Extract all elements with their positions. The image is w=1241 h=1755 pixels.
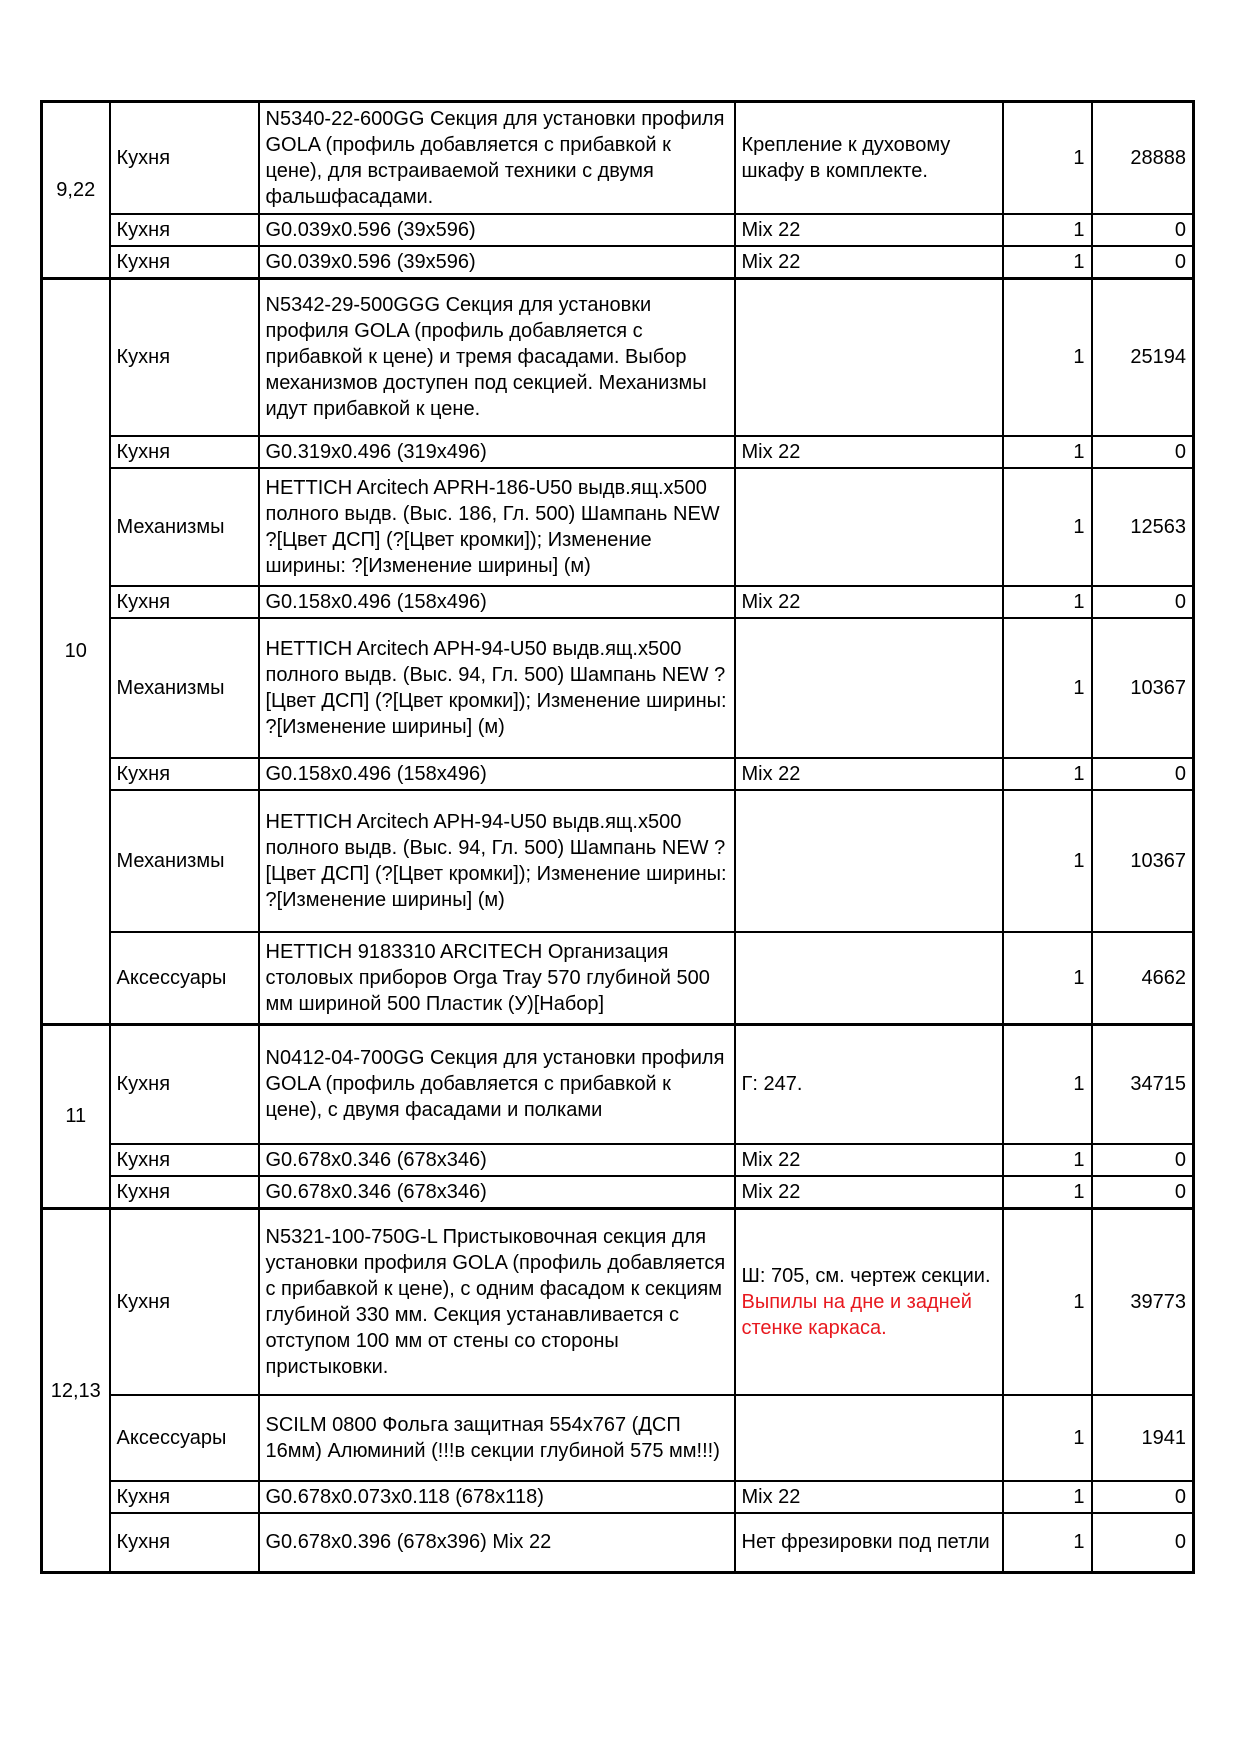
cell-price: 0 <box>1092 586 1194 618</box>
note-text: Mix 22 <box>741 1181 801 1203</box>
cell-price: 0 <box>1092 246 1194 279</box>
cell-qty: 1 <box>1003 278 1092 436</box>
cell-note <box>735 1144 1003 1176</box>
table-row <box>42 468 1194 586</box>
cell-description: G0.678x0.346 (678x346) <box>259 1176 735 1209</box>
cell-qty: 1 <box>1003 1481 1092 1513</box>
table-row <box>42 1209 1194 1395</box>
table-row <box>42 1024 1194 1144</box>
table-row <box>42 1176 1194 1209</box>
cell-category: Аксессуары <box>110 1395 259 1481</box>
cell-qty: 1 <box>1003 102 1092 214</box>
cell-description: G0.039x0.596 (39x596) <box>259 214 735 246</box>
cell-note <box>735 790 1003 932</box>
table-row <box>42 214 1194 246</box>
cell-description: HETTICH Arcitech APH-94-U50 выдв.ящ.х500 полного выдв. (Выс. 94, Гл. 500) Шампань NEW ?[Цвет ДСП] (?[Цвет кромки]); Изменение ширины: ?[Изменение ширины] (м) <box>259 790 735 932</box>
cell-description: N5321-100-750G-L Пристыковочная секция для установки профиля GOLA (профиль добавляется с прибавкой к цене), с одним фасадом к секциям глубиной 330 мм. Секция устанавливается с отступом 100 мм от стены со стороны пристыковки. <box>259 1209 735 1395</box>
cell-qty: 1 <box>1003 1024 1092 1144</box>
cell-qty: 1 <box>1003 1176 1092 1209</box>
table-row <box>42 436 1194 468</box>
cell-price: 12563 <box>1092 468 1194 586</box>
cell-section-number: 9,22 <box>42 102 110 279</box>
table-row <box>42 278 1194 436</box>
cell-price: 0 <box>1092 1513 1194 1573</box>
cell-category: Кухня <box>110 436 259 468</box>
cell-qty: 1 <box>1003 1395 1092 1481</box>
cell-category: Механизмы <box>110 790 259 932</box>
table-row <box>42 790 1194 932</box>
cell-qty: 1 <box>1003 436 1092 468</box>
cell-qty: 1 <box>1003 758 1092 790</box>
cell-price: 4662 <box>1092 932 1194 1024</box>
note-text: Mix 22 <box>741 250 801 273</box>
cell-note <box>735 1395 1003 1481</box>
note-text: Нет фрезировки под петли <box>741 1531 990 1554</box>
table-row <box>42 932 1194 1024</box>
note-text: Mix 22 <box>741 591 801 613</box>
cell-qty: 1 <box>1003 214 1092 246</box>
note-text: Mix 22 <box>741 218 801 241</box>
table-row <box>42 586 1194 618</box>
cell-price: 10367 <box>1092 618 1194 758</box>
cell-category: Механизмы <box>110 618 259 758</box>
cell-description: G0.678x0.073x0.118 (678x118) <box>259 1481 735 1513</box>
cell-price: 28888 <box>1092 102 1194 214</box>
cell-note <box>735 932 1003 1024</box>
cell-category: Кухня <box>110 278 259 436</box>
cell-qty: 1 <box>1003 1144 1092 1176</box>
cell-price: 0 <box>1092 214 1194 246</box>
cell-description: G0.039x0.596 (39x596) <box>259 246 735 279</box>
cell-category: Кухня <box>110 1176 259 1209</box>
cell-category: Кухня <box>110 102 259 214</box>
cell-qty: 1 <box>1003 618 1092 758</box>
cell-note <box>735 618 1003 758</box>
cell-category: Кухня <box>110 1481 259 1513</box>
cell-category: Кухня <box>110 586 259 618</box>
cell-qty: 1 <box>1003 932 1092 1024</box>
cell-description: N5342-29-500GGG Секция для установки профиля GOLA (профиль добавляется с прибавкой к цене) и тремя фасадами. Выбор механизмов доступен под секцией. Механизмы идут прибавкой к цене. <box>259 278 735 436</box>
cell-note <box>735 246 1003 279</box>
cell-description: G0.319x0.496 (319x496) <box>259 436 735 468</box>
cell-note <box>735 586 1003 618</box>
cell-note <box>735 1513 1003 1573</box>
cell-price: 0 <box>1092 436 1194 468</box>
cell-price: 0 <box>1092 758 1194 790</box>
note-text: Mix 22 <box>741 1485 801 1508</box>
cell-section-number: 10 <box>42 278 110 1024</box>
cell-section-number: 12,13 <box>42 1209 110 1573</box>
cell-price: 25194 <box>1092 278 1194 436</box>
note-text: Г: 247. <box>741 1073 803 1096</box>
cell-note <box>735 1209 1003 1395</box>
cell-description: N5340-22-600GG Секция для установки профиля GOLA (профиль добавляется с прибавкой к цене), для встраиваемой техники с двумя фальшфасадами. <box>259 102 735 214</box>
cell-description: G0.158x0.496 (158x496) <box>259 758 735 790</box>
cell-qty: 1 <box>1003 468 1092 586</box>
cell-description: HETTICH 9183310 ARCITECH Организация столовых приборов Orga Tray 570 глубиной 500 мм шириной 500 Пластик (У)[Набор] <box>259 932 735 1024</box>
cell-note <box>735 1481 1003 1513</box>
section-10 <box>42 278 1194 1024</box>
cell-note <box>735 278 1003 436</box>
cell-note <box>735 1176 1003 1209</box>
section-9-22 <box>42 102 1194 279</box>
cell-note <box>735 214 1003 246</box>
note-text: Mix 22 <box>741 763 801 785</box>
cell-price: 1941 <box>1092 1395 1194 1481</box>
cell-description: G0.678x0.346 (678x346) <box>259 1144 735 1176</box>
cell-description: G0.678x0.396 (678x396) Mix 22 <box>259 1513 735 1573</box>
cell-price: 10367 <box>1092 790 1194 932</box>
cell-qty: 1 <box>1003 790 1092 932</box>
note-text: Mix 22 <box>741 1149 801 1171</box>
cell-qty: 1 <box>1003 586 1092 618</box>
cell-category: Кухня <box>110 214 259 246</box>
cell-price: 0 <box>1092 1144 1194 1176</box>
cell-category: Аксессуары <box>110 932 259 1024</box>
cell-price: 34715 <box>1092 1024 1194 1144</box>
section-11 <box>42 1024 1194 1209</box>
cell-note <box>735 468 1003 586</box>
table-row <box>42 1144 1194 1176</box>
cell-description: G0.158x0.496 (158x496) <box>259 586 735 618</box>
note-text: Крепление к духовому шкафу в комплекте. <box>741 133 951 182</box>
cell-note <box>735 436 1003 468</box>
cell-qty: 1 <box>1003 246 1092 279</box>
cell-category: Кухня <box>110 1144 259 1176</box>
cell-qty: 1 <box>1003 1209 1092 1395</box>
cell-category: Кухня <box>110 1209 259 1395</box>
cell-price: 0 <box>1092 1176 1194 1209</box>
table-row <box>42 246 1194 279</box>
table-row <box>42 1481 1194 1513</box>
table-row <box>42 758 1194 790</box>
cell-description: HETTICH Arcitech APRH-186-U50 выдв.ящ.х500 полного выдв. (Выс. 186, Гл. 500) Шампань NEW ?[Цвет ДСП] (?[Цвет кромки]); Изменение ширины: ?[Изменение ширины] (м) <box>259 468 735 586</box>
cell-note <box>735 758 1003 790</box>
section-12-13 <box>42 1209 1194 1573</box>
table-row <box>42 1395 1194 1481</box>
order-items-table <box>40 100 1195 1574</box>
cell-qty: 1 <box>1003 1513 1092 1573</box>
cell-category: Кухня <box>110 1024 259 1144</box>
table-row <box>42 102 1194 214</box>
cell-description: SCILM 0800 Фольга защитная 554х767 (ДСП 16мм) Алюминий (!!!в секции глубиной 575 мм!!!) <box>259 1395 735 1481</box>
cell-category: Кухня <box>110 246 259 279</box>
note-red-text: Выпилы на дне и задней стенке каркаса. <box>741 1290 972 1339</box>
cell-section-number: 11 <box>42 1024 110 1209</box>
cell-description: N0412-04-700GG Секция для установки профиля GOLA (профиль добавляется с прибавкой к цене), с двумя фасадами и полками <box>259 1024 735 1144</box>
cell-note <box>735 102 1003 214</box>
cell-description: HETTICH Arcitech APH-94-U50 выдв.ящ.х500 полного выдв. (Выс. 94, Гл. 500) Шампань NEW ?[Цвет ДСП] (?[Цвет кромки]); Изменение ширины: ?[Изменение ширины] (м) <box>259 618 735 758</box>
cell-price: 0 <box>1092 1481 1194 1513</box>
cell-note <box>735 1024 1003 1144</box>
cell-category: Механизмы <box>110 468 259 586</box>
table-row <box>42 618 1194 758</box>
note-text: Ш: 705, см. чертеж секции. <box>741 1264 991 1287</box>
cell-category: Кухня <box>110 758 259 790</box>
table-row <box>42 1513 1194 1573</box>
cell-price: 39773 <box>1092 1209 1194 1395</box>
note-text: Mix 22 <box>741 441 801 463</box>
cell-category: Кухня <box>110 1513 259 1573</box>
